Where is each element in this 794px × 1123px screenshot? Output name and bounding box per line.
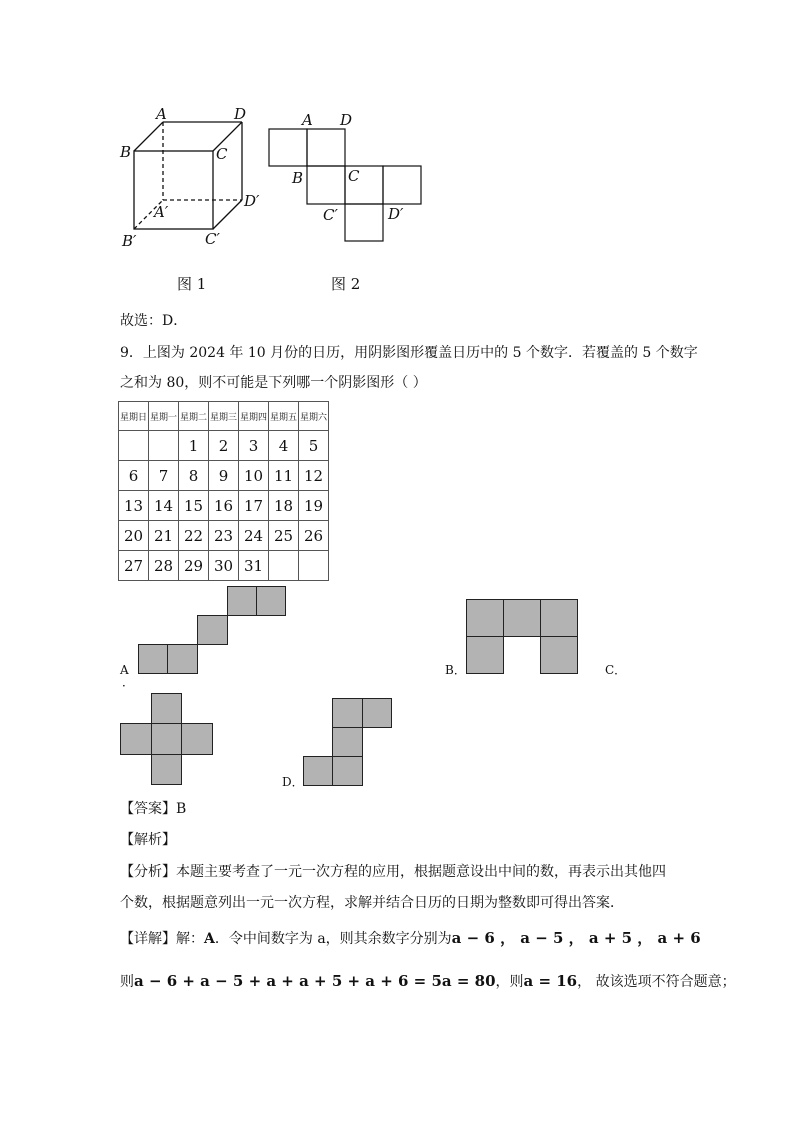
calendar-cell: 20 <box>119 521 149 551</box>
calendar-cell: 5 <box>299 431 329 461</box>
detail-prefix: 【详解】解： <box>120 931 204 947</box>
shaded-square <box>138 644 168 674</box>
shaded-square <box>151 754 182 785</box>
detail-then-2: ，则 <box>495 974 524 990</box>
previous-answer: 故选：D． <box>120 313 188 329</box>
calendar-cell: 31 <box>239 551 269 581</box>
analysis-line-2: 个数，根据题意列出一元一次方程，求解并结合日历的日期为整数即可得出答案． <box>120 895 624 911</box>
answer-line: 【答案】B <box>120 801 187 817</box>
shaded-square <box>332 756 363 786</box>
calendar-header-cell: 星期五 <box>269 402 299 431</box>
cube-label-a: A <box>156 105 167 123</box>
shaded-square <box>503 599 541 637</box>
option-b-label: B． <box>445 663 466 677</box>
calendar-cell: 17 <box>239 491 269 521</box>
calendar-cell: 9 <box>209 461 239 491</box>
option-c-label: C． <box>605 663 627 677</box>
calendar-cell: 6 <box>119 461 149 491</box>
detail-then: 则 <box>120 974 134 990</box>
cube-label-d: D <box>234 105 247 123</box>
net-label-d-prime: D′ <box>388 205 404 223</box>
calendar-cell: 3 <box>239 431 269 461</box>
calendar-cell <box>299 551 329 581</box>
cube-label-d-prime: D′ <box>244 192 260 210</box>
calendar-cell: 10 <box>239 461 269 491</box>
net-label-a: A <box>302 111 313 129</box>
cube-net-figure <box>260 108 430 248</box>
question-line-1: 9．上图为 2024 年 10 月份的日历，用阴影图形覆盖日历中的 5 个数字．若覆盖的 5 个数字 <box>120 345 698 361</box>
detail-conclusion: ， 故该选项不符合题意； <box>577 974 736 990</box>
cube-label-a-prime: A′ <box>154 203 169 221</box>
detail-value: a = 16 <box>523 972 578 990</box>
calendar-cell: 16 <box>209 491 239 521</box>
analysis-heading: 【解析】 <box>120 832 176 848</box>
calendar-cell: 24 <box>239 521 269 551</box>
shaded-square <box>466 636 504 674</box>
shaded-square <box>120 723 152 755</box>
october-calendar <box>118 401 329 581</box>
detail-line-2 <box>120 971 736 992</box>
calendar-cell: 8 <box>179 461 209 491</box>
calendar-cell: 1 <box>179 431 209 461</box>
calendar-cell: 13 <box>119 491 149 521</box>
calendar-header-cell: 星期二 <box>179 402 209 431</box>
calendar-cell: 27 <box>119 551 149 581</box>
calendar-cell <box>119 431 149 461</box>
calendar-header-row <box>119 402 329 431</box>
calendar-cell: 7 <box>149 461 179 491</box>
calendar-cell: 19 <box>299 491 329 521</box>
net-label-c-prime: C′ <box>323 206 338 224</box>
net-label-d: D <box>340 111 353 129</box>
shaded-square <box>362 698 392 728</box>
calendar-cell: 12 <box>299 461 329 491</box>
shaded-square <box>197 615 228 645</box>
calendar-cell: 25 <box>269 521 299 551</box>
option-d-label: D． <box>282 775 304 789</box>
calendar-header-cell: 星期日 <box>119 402 149 431</box>
net-label-b: B <box>292 169 304 187</box>
calendar-week-row <box>119 551 329 581</box>
calendar-cell: 30 <box>209 551 239 581</box>
calendar-cell: 4 <box>269 431 299 461</box>
calendar-week-row <box>119 521 329 551</box>
calendar-cell: 21 <box>149 521 179 551</box>
calendar-cell: 15 <box>179 491 209 521</box>
calendar-cell: 14 <box>149 491 179 521</box>
detail-mid-text: ．令中间数字为 a，则其余数字分别为 <box>214 931 452 947</box>
calendar-week-row <box>119 491 329 521</box>
shaded-square <box>540 599 578 637</box>
calendar-header-cell: 星期三 <box>209 402 239 431</box>
shaded-square <box>151 723 182 755</box>
calendar-cell <box>149 431 179 461</box>
calendar-week-row <box>119 431 329 461</box>
calendar-cell: 26 <box>299 521 329 551</box>
figure1-caption: 图 1 <box>177 275 207 293</box>
cube-label-b-prime: B′ <box>122 232 137 250</box>
detail-line-1 <box>120 928 701 949</box>
calendar-cell: 18 <box>269 491 299 521</box>
calendar-cell: 22 <box>179 521 209 551</box>
calendar-header-cell: 星期一 <box>149 402 179 431</box>
detail-terms: a − 6 ， a − 5 ， a + 5 ， a + 6 <box>451 929 701 947</box>
question-line-2: 之和为 80，则不可能是下列哪一个阴影图形（ ） <box>120 375 427 391</box>
analysis-line-1: 【分析】本题主要考查了一元一次方程的应用，根据题意设出中间的数，再表示出其他四 <box>120 864 666 880</box>
figure2-caption: 图 2 <box>331 275 361 293</box>
shaded-square <box>227 586 257 616</box>
calendar-header-cell: 星期六 <box>299 402 329 431</box>
detail-equation: a − 6 + a − 5 + a + a + 5 + a + 6 = 5a = 80 <box>134 972 496 990</box>
calendar-week-row <box>119 461 329 491</box>
calendar-cell: 29 <box>179 551 209 581</box>
net-label-c: C <box>348 167 360 185</box>
shaded-square <box>151 693 182 724</box>
shaded-square <box>540 636 578 674</box>
shaded-square <box>256 586 286 616</box>
calendar-cell <box>269 551 299 581</box>
option-a-dot: ． <box>122 675 135 689</box>
calendar-cell: 2 <box>209 431 239 461</box>
shaded-square <box>303 756 333 786</box>
shaded-square <box>181 723 213 755</box>
shaded-square <box>466 599 504 637</box>
cube-figure <box>110 100 270 250</box>
cube-label-b: B <box>120 143 132 161</box>
calendar-header-cell: 星期四 <box>239 402 269 431</box>
cube-label-c-prime: C′ <box>205 230 220 248</box>
calendar-cell: 11 <box>269 461 299 491</box>
shaded-square <box>332 698 363 728</box>
calendar-cell: 23 <box>209 521 239 551</box>
option-a-label: A <box>120 663 129 677</box>
detail-option-letter: A <box>204 931 215 947</box>
shaded-square <box>332 727 363 757</box>
cube-label-c: C <box>216 145 228 163</box>
calendar-cell: 28 <box>149 551 179 581</box>
shaded-square <box>167 644 198 674</box>
